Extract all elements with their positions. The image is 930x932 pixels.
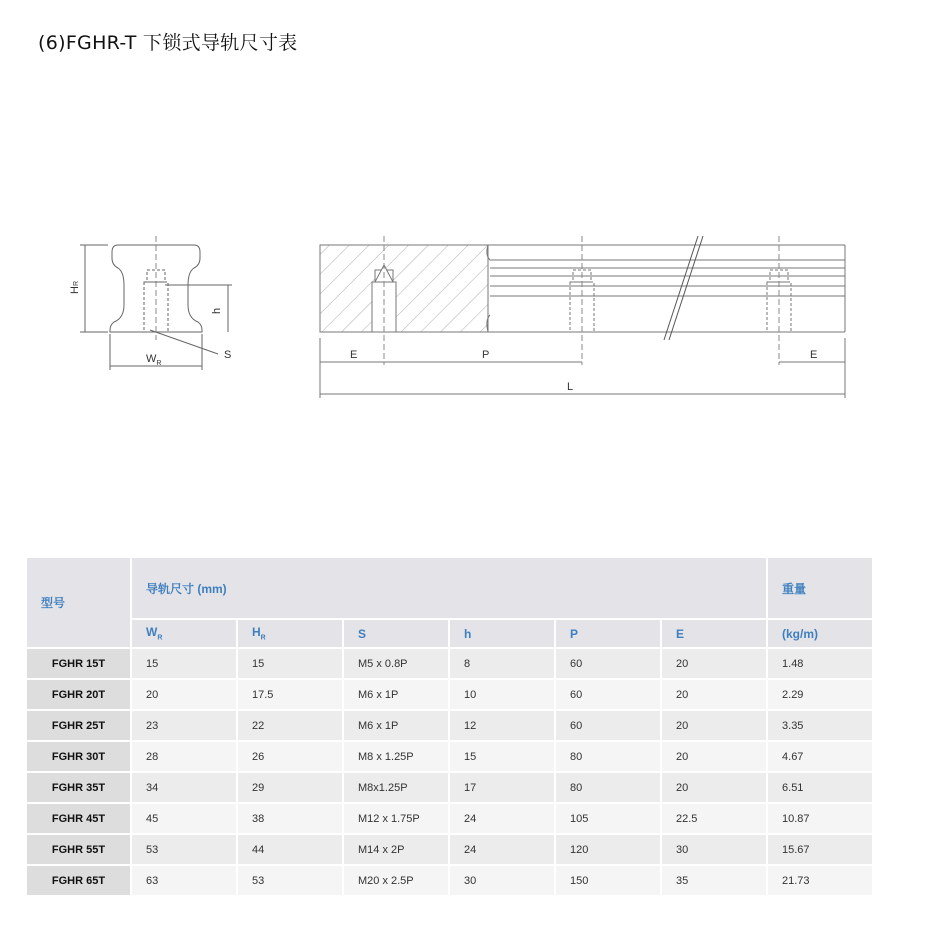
- weight-cell: 3.35: [768, 711, 872, 740]
- hr-cell: 38: [238, 804, 342, 833]
- e-cell: 20: [662, 742, 766, 771]
- s-label: S: [224, 349, 232, 361]
- hr-label: HR: [69, 280, 81, 294]
- p-cell: 80: [556, 773, 660, 802]
- wr-cell: 15: [132, 649, 236, 678]
- dimension-table: [25, 556, 874, 897]
- h-cell: 30: [450, 866, 554, 895]
- col-e: E: [662, 620, 766, 647]
- weight-cell: 15.67: [768, 835, 872, 864]
- model-cell: FGHR 20T: [27, 680, 130, 709]
- p-label: P: [482, 349, 490, 361]
- h-cell: 24: [450, 804, 554, 833]
- h-cell: 8: [450, 649, 554, 678]
- page-title: (6)FGHR-T 下锁式导轨尺寸表: [38, 32, 298, 54]
- wr-label: $W_R$: [146, 353, 162, 367]
- h-label: h: [211, 307, 223, 314]
- l-label: L: [567, 381, 574, 393]
- wr-cell: 23: [132, 711, 236, 740]
- e-cell: 35: [662, 866, 766, 895]
- s-cell: M8 x 1.25P: [344, 742, 448, 771]
- model-cell: FGHR 30T: [27, 742, 130, 771]
- table-row: [27, 866, 872, 895]
- e-cell: 30: [662, 835, 766, 864]
- rail-size-header: 导轨尺寸 (mm): [132, 558, 766, 618]
- model-cell: FGHR 55T: [27, 835, 130, 864]
- e-cell: 20: [662, 649, 766, 678]
- rail-dimension-diagram: [0, 0, 930, 420]
- table-row: [27, 773, 872, 802]
- s-cell: M12 x 1.75P: [344, 804, 448, 833]
- s-cell: M8x1.25P: [344, 773, 448, 802]
- s-cell: M5 x 0.8P: [344, 649, 448, 678]
- e-cell: 22.5: [662, 804, 766, 833]
- p-cell: 60: [556, 711, 660, 740]
- model-header: 型号: [27, 558, 130, 647]
- e-right-label: E: [810, 349, 818, 361]
- rail-side-view: [320, 236, 845, 398]
- h-cell: 15: [450, 742, 554, 771]
- hr-cell: 22: [238, 711, 342, 740]
- e-cell: 20: [662, 711, 766, 740]
- s-cell: M6 x 1P: [344, 711, 448, 740]
- h-cell: 24: [450, 835, 554, 864]
- e-cell: 20: [662, 680, 766, 709]
- weight-cell: 6.51: [768, 773, 872, 802]
- s-cell: M6 x 1P: [344, 680, 448, 709]
- wr-cell: 34: [132, 773, 236, 802]
- hr-cell: 15: [238, 649, 342, 678]
- model-cell: FGHR 25T: [27, 711, 130, 740]
- p-cell: 150: [556, 866, 660, 895]
- col-hr: $H_R$: [238, 620, 342, 647]
- weight-cell: 21.73: [768, 866, 872, 895]
- table-row: [27, 742, 872, 771]
- wr-cell: 20: [132, 680, 236, 709]
- wr-cell: 28: [132, 742, 236, 771]
- p-cell: 105: [556, 804, 660, 833]
- h-cell: 17: [450, 773, 554, 802]
- col-wr: $W_R$: [132, 620, 236, 647]
- hr-cell: 53: [238, 866, 342, 895]
- table-row: [27, 711, 872, 740]
- col-h: h: [450, 620, 554, 647]
- col-p: P: [556, 620, 660, 647]
- p-cell: 60: [556, 680, 660, 709]
- s-cell: M14 x 2P: [344, 835, 448, 864]
- model-cell: FGHR 45T: [27, 804, 130, 833]
- hr-cell: 26: [238, 742, 342, 771]
- h-cell: 10: [450, 680, 554, 709]
- model-cell: FGHR 15T: [27, 649, 130, 678]
- weight-cell: 10.87: [768, 804, 872, 833]
- model-cell: FGHR 65T: [27, 866, 130, 895]
- p-cell: 60: [556, 649, 660, 678]
- e-cell: 20: [662, 773, 766, 802]
- col-s: S: [344, 620, 448, 647]
- wr-cell: 45: [132, 804, 236, 833]
- rail-cross-section: [80, 236, 232, 370]
- p-cell: 80: [556, 742, 660, 771]
- p-cell: 120: [556, 835, 660, 864]
- h-cell: 12: [450, 711, 554, 740]
- hr-cell: 44: [238, 835, 342, 864]
- s-cell: M20 x 2.5P: [344, 866, 448, 895]
- table-row: [27, 835, 872, 864]
- wr-cell: 63: [132, 866, 236, 895]
- col-weight: (kg/m): [768, 620, 872, 647]
- weight-header: 重量: [768, 558, 872, 618]
- table-row: [27, 804, 872, 833]
- table-row: [27, 680, 872, 709]
- weight-cell: 2.29: [768, 680, 872, 709]
- weight-cell: 1.48: [768, 649, 872, 678]
- e-left-label: E: [350, 349, 358, 361]
- hr-cell: 17.5: [238, 680, 342, 709]
- hr-cell: 29: [238, 773, 342, 802]
- weight-cell: 4.67: [768, 742, 872, 771]
- table-row: [27, 649, 872, 678]
- wr-cell: 53: [132, 835, 236, 864]
- model-cell: FGHR 35T: [27, 773, 130, 802]
